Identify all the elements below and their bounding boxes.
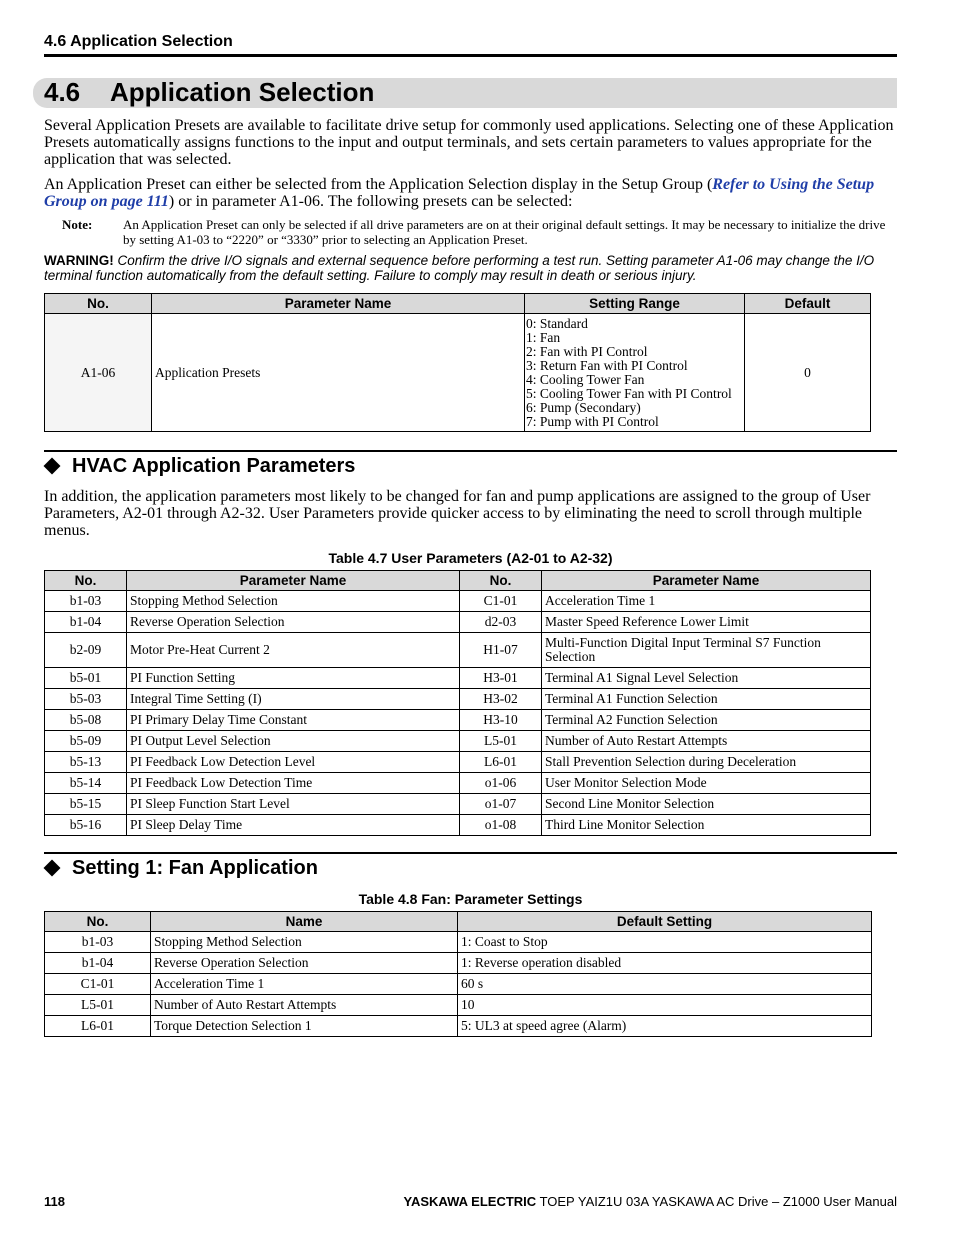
table-row: [45, 932, 872, 953]
footer-doc-info: [404, 1194, 898, 1209]
preset-table-header: [45, 294, 871, 314]
table-row: [45, 1016, 872, 1037]
cell: Motor Pre-Heat Current 2: [127, 633, 460, 668]
fan-table-header: [45, 912, 872, 932]
cell: PI Feedback Low Detection Level: [127, 752, 460, 773]
cell: L5-01: [460, 731, 542, 752]
cell: Terminal A1 Signal Level Selection: [542, 668, 871, 689]
cell: C1-01: [460, 591, 542, 612]
cell: d2-03: [460, 612, 542, 633]
preset-range-item: 2: Fan with PI Control: [526, 343, 648, 359]
cell: H3-01: [460, 668, 542, 689]
intro-paragraph: Several Application Presets are available to facilitate drive setup for commonly used applications. Selecting one of these Application Presets automatically assigns functions to the input and output terminals, and sets certain parameters to values appropriate for the application that was selected.: [44, 117, 894, 168]
cell: b5-08: [45, 710, 127, 731]
table-row: [45, 995, 872, 1016]
table-row: [45, 974, 872, 995]
cell: b1-03: [45, 591, 127, 612]
fan-heading: [44, 852, 897, 882]
preset-col-no: No.: [45, 294, 152, 314]
cell: Terminal A2 Function Selection: [542, 710, 871, 731]
preset-paragraph-before: An Application Preset can either be selected from the Application Selection display in the Setup Group (: [44, 176, 713, 193]
warning: [44, 254, 900, 283]
table-row: [45, 752, 871, 773]
section-number: 4.6: [44, 77, 81, 107]
hvac-heading-text: HVAC Application Parameters: [72, 455, 356, 477]
table-row: [45, 612, 871, 633]
cell: PI Primary Delay Time Constant: [127, 710, 460, 731]
cell: Stopping Method Selection: [151, 932, 458, 953]
preset-no: A1-06: [45, 314, 152, 432]
cell: H3-02: [460, 689, 542, 710]
table-row: [45, 689, 871, 710]
preset-paragraph: [44, 176, 900, 210]
preset-col-default: Default: [745, 294, 871, 314]
fan-col-name: Name: [151, 912, 458, 932]
table-4-8-caption: Table 4.8 Fan: Parameter Settings: [358, 891, 583, 907]
cell: b5-15: [45, 794, 127, 815]
cell: 5: UL3 at speed agree (Alarm): [458, 1016, 872, 1037]
cell: 1: Reverse operation disabled: [458, 953, 872, 974]
preset-range: [525, 314, 745, 432]
cell: Terminal A1 Function Selection: [542, 689, 871, 710]
cell: PI Sleep Function Start Level: [127, 794, 460, 815]
preset-range-item: 0: Standard: [526, 315, 588, 331]
cell: 10: [458, 995, 872, 1016]
preset-range-item: 5: Cooling Tower Fan with PI Control: [526, 385, 732, 401]
cell: L6-01: [460, 752, 542, 773]
cell: H3-10: [460, 710, 542, 731]
cell: C1-01: [45, 974, 151, 995]
cell: PI Function Setting: [127, 668, 460, 689]
fan-heading-text: Setting 1: Fan Application: [72, 857, 318, 879]
cell: 60 s: [458, 974, 872, 995]
cell: Acceleration Time 1: [151, 974, 458, 995]
cell: H1-07: [460, 633, 542, 668]
preset-col-name: Parameter Name: [152, 294, 525, 314]
hvac-paragraph: In addition, the application parameters most likely to be changed for fan and pump applications are assigned to the group of User Parameters, A2-01 through A2-32. User Parameters provide quicker access to by eliminating the need to scroll through multiple menus.: [44, 488, 871, 539]
cell: b5-03: [45, 689, 127, 710]
table-row: [45, 633, 871, 668]
preset-range-item: 3: Return Fan with PI Control: [526, 357, 688, 373]
note-label: Note:: [62, 217, 93, 232]
cell: L5-01: [45, 995, 151, 1016]
note-text: An Application Preset can only be selected if all drive parameters are on at their original default settings. It may be necessary to initialize the drive by setting A1-03 to “2220” or “3330” prior to selecting an Application Preset.: [123, 217, 886, 247]
table-row: [45, 591, 871, 612]
cell: PI Sleep Delay Time: [127, 815, 460, 836]
preset-paragraph-after: ) or in parameter A1-06. The following presets can be selected:: [168, 193, 573, 210]
cell: Multi-Function Digital Input Terminal S7 Function Selection: [542, 633, 871, 668]
cell: Master Speed Reference Lower Limit: [542, 612, 871, 633]
table-row: [45, 314, 871, 432]
table-row: [45, 710, 871, 731]
section-title-text: Application Selection: [110, 77, 375, 107]
up-col-no-2: No.: [460, 571, 542, 591]
cell: Stall Prevention Selection during Deceleration: [542, 752, 871, 773]
cell: o1-07: [460, 794, 542, 815]
footer-brand: YASKAWA ELECTRIC: [403, 1194, 537, 1209]
cell: b5-16: [45, 815, 127, 836]
fan-settings-table: [44, 911, 872, 1037]
cell: b2-09: [45, 633, 127, 668]
cell: b1-04: [45, 612, 127, 633]
preset-range-item: 7: Pump with PI Control: [526, 413, 659, 429]
up-col-no-1: No.: [45, 571, 127, 591]
cell: Integral Time Setting (I): [127, 689, 460, 710]
cell: Number of Auto Restart Attempts: [542, 731, 871, 752]
cell: Reverse Operation Selection: [151, 953, 458, 974]
note: [62, 218, 900, 247]
table-row: [45, 815, 871, 836]
cell: 1: Coast to Stop: [458, 932, 872, 953]
running-header: 4.6 Application Selection: [44, 33, 233, 50]
setup-group-link[interactable]: Refer to Using the Setup Group on page 111: [44, 176, 875, 210]
cell: L6-01: [45, 1016, 151, 1037]
up-col-name-2: Parameter Name: [542, 571, 871, 591]
preset-table: [44, 293, 871, 432]
cell: b5-01: [45, 668, 127, 689]
warning-text: Confirm the drive I/O signals and external sequence before performing a test run. Setting parameter A1-06 may change the I/O terminal function automatically from the default setting. Failure to comply may result in death or serious injury.: [44, 253, 875, 283]
cell: o1-08: [460, 815, 542, 836]
table-row: [45, 953, 872, 974]
cell: b1-04: [45, 953, 151, 974]
cell: b1-03: [45, 932, 151, 953]
table-row: [45, 731, 871, 752]
diamond-icon: [44, 458, 61, 475]
footer-doc-title: TOEP YAIZ1U 03A YASKAWA AC Drive – Z1000 User Manual: [539, 1194, 897, 1209]
page-number: 118: [44, 1194, 65, 1209]
cell: Stopping Method Selection: [127, 591, 460, 612]
table-4-7-caption: Table 4.7 User Parameters (A2-01 to A2-32): [328, 550, 613, 566]
fan-col-default: Default Setting: [458, 912, 872, 932]
section-title: [44, 77, 374, 108]
table-row: [45, 773, 871, 794]
cell: o1-06: [460, 773, 542, 794]
cell: User Monitor Selection Mode: [542, 773, 871, 794]
preset-range-item: 6: Pump (Secondary): [526, 399, 641, 415]
cell: Number of Auto Restart Attempts: [151, 995, 458, 1016]
preset-default: 0: [745, 314, 871, 432]
table-row: [45, 794, 871, 815]
cell: PI Output Level Selection: [127, 731, 460, 752]
header-rule: [44, 54, 897, 57]
warning-label: WARNING!: [44, 253, 114, 268]
hvac-heading: [44, 450, 897, 480]
cell: Reverse Operation Selection: [127, 612, 460, 633]
user-parameters-table: [44, 570, 871, 836]
preset-range-item: 4: Cooling Tower Fan: [526, 371, 645, 387]
cell: b5-14: [45, 773, 127, 794]
diamond-icon: [44, 860, 61, 877]
user-params-header: [45, 571, 871, 591]
table-row: [45, 668, 871, 689]
cell: Acceleration Time 1: [542, 591, 871, 612]
cell: Second Line Monitor Selection: [542, 794, 871, 815]
cell: b5-09: [45, 731, 127, 752]
cell: Torque Detection Selection 1: [151, 1016, 458, 1037]
cell: Third Line Monitor Selection: [542, 815, 871, 836]
preset-name: Application Presets: [152, 314, 525, 432]
fan-col-no: No.: [45, 912, 151, 932]
cell: b5-13: [45, 752, 127, 773]
preset-col-range: Setting Range: [525, 294, 745, 314]
preset-range-item: 1: Fan: [526, 329, 561, 345]
up-col-name-1: Parameter Name: [127, 571, 460, 591]
cell: PI Feedback Low Detection Time: [127, 773, 460, 794]
